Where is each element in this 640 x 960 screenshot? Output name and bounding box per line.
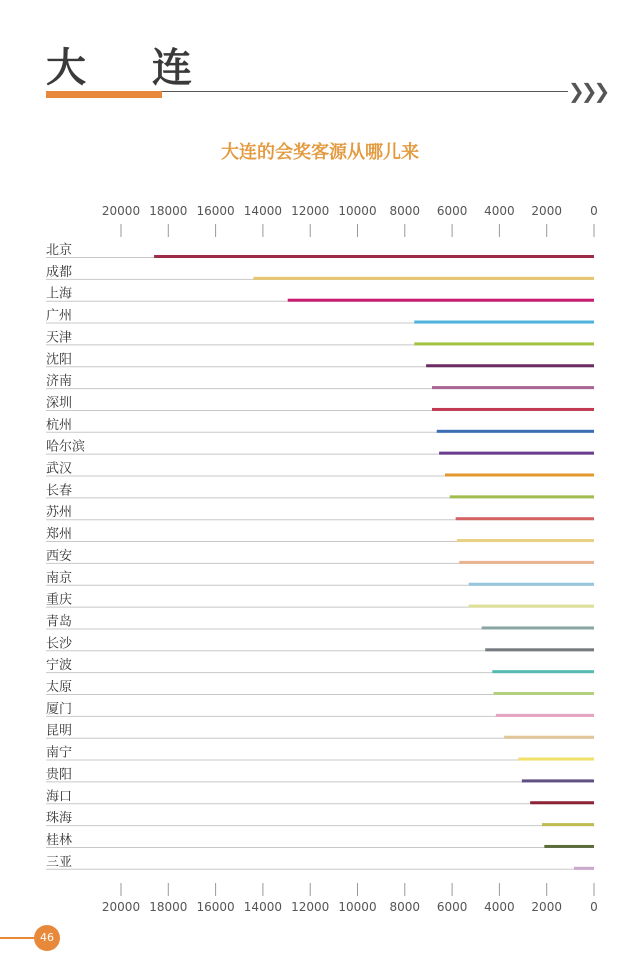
category-label: 杭州 <box>46 417 73 433</box>
category-label: 沈阳 <box>46 352 73 368</box>
category-label: 北京 <box>46 243 73 258</box>
category-label: 重庆 <box>46 592 73 608</box>
bottom-axis <box>102 883 598 914</box>
bar <box>469 605 594 608</box>
category-label: 长春 <box>46 483 73 499</box>
category-label: 成都 <box>46 264 73 280</box>
category-label: 郑州 <box>46 527 73 543</box>
top-axis <box>102 204 598 237</box>
bar <box>530 801 594 804</box>
bar <box>432 386 594 389</box>
category-label: 哈尔滨 <box>46 439 86 455</box>
top-axis-tick-label: 20000 <box>101 204 141 218</box>
category-label: 珠海 <box>46 811 73 827</box>
chart-rows <box>46 242 594 870</box>
bottom-axis-tick-label: 4000 <box>484 900 515 914</box>
bottom-axis-tick-label: 8000 <box>389 900 421 914</box>
category-label: 苏州 <box>46 505 73 521</box>
category-label: 上海 <box>46 286 73 302</box>
bar-chart <box>0 195 640 920</box>
bar <box>414 342 594 345</box>
bar <box>522 779 594 782</box>
category-label: 济南 <box>46 374 73 390</box>
category-label: 长沙 <box>46 636 73 652</box>
top-axis-tick-label: 18000 <box>149 204 188 218</box>
bar <box>457 539 594 542</box>
bar <box>485 648 594 651</box>
category-label: 昆明 <box>46 723 73 739</box>
page-number: 46 <box>34 925 60 951</box>
bar <box>437 430 594 433</box>
bar <box>542 823 594 826</box>
bar <box>504 736 594 739</box>
bottom-axis-tick-label: 10000 <box>338 900 377 914</box>
top-axis-tick-label: 12000 <box>291 204 330 218</box>
category-label: 太原 <box>46 680 73 695</box>
category-label: 三亚 <box>46 854 73 870</box>
category-label: 广州 <box>46 308 73 324</box>
bar <box>518 758 594 761</box>
bar <box>493 692 594 695</box>
bar <box>544 845 594 848</box>
bar <box>288 299 594 302</box>
top-axis-tick-label: 2000 <box>531 204 562 218</box>
page-title: 大 连 <box>46 45 218 91</box>
bottom-axis-tick-label: 20000 <box>101 900 141 914</box>
category-label: 西安 <box>46 548 73 564</box>
bar <box>450 495 594 498</box>
bar <box>445 474 594 477</box>
bar <box>154 255 594 258</box>
bar <box>492 670 594 673</box>
bar <box>496 714 594 717</box>
top-axis-tick-label: 16000 <box>196 204 235 218</box>
page-number-line <box>0 937 36 939</box>
bottom-axis-tick-label: 16000 <box>196 900 235 914</box>
bottom-axis-tick-label: 0 <box>590 900 598 914</box>
category-label: 贵阳 <box>46 767 73 783</box>
category-label: 青岛 <box>46 614 73 630</box>
category-label: 厦门 <box>46 701 73 717</box>
title-divider-line <box>162 91 568 92</box>
category-label: 南宁 <box>46 745 73 761</box>
top-axis-tick-label: 14000 <box>243 204 282 218</box>
chart-title: 大连的会奖客源从哪儿来 <box>221 142 419 163</box>
top-axis-tick-label: 8000 <box>389 204 421 218</box>
category-label: 宁波 <box>46 658 73 674</box>
top-axis-tick-label: 6000 <box>436 204 468 218</box>
bar <box>432 408 594 411</box>
top-axis-tick-label: 4000 <box>484 204 515 218</box>
bottom-axis-tick-label: 2000 <box>531 900 562 914</box>
bar <box>253 277 594 280</box>
bar <box>459 561 594 564</box>
bottom-axis-tick-label: 6000 <box>436 900 468 914</box>
bottom-axis-tick-label: 12000 <box>291 900 330 914</box>
bar <box>426 364 594 367</box>
category-label: 桂林 <box>46 832 73 848</box>
bar <box>574 867 594 870</box>
top-axis-tick-label: 0 <box>590 204 598 218</box>
category-label: 深圳 <box>46 395 73 411</box>
category-label: 天津 <box>46 330 73 346</box>
category-label: 武汉 <box>46 461 73 477</box>
top-axis-tick-label: 10000 <box>338 204 377 218</box>
bottom-axis-tick-label: 18000 <box>149 900 188 914</box>
bar <box>482 626 594 629</box>
category-label: 南京 <box>46 570 73 586</box>
bar <box>414 321 594 324</box>
chevron-right-icon: ❯❯❯ <box>568 79 607 103</box>
bar <box>439 452 594 455</box>
title-accent-bar <box>46 91 162 98</box>
bottom-axis-tick-label: 14000 <box>243 900 282 914</box>
category-label: 海口 <box>46 789 73 805</box>
bar <box>456 517 594 520</box>
bar <box>469 583 594 586</box>
